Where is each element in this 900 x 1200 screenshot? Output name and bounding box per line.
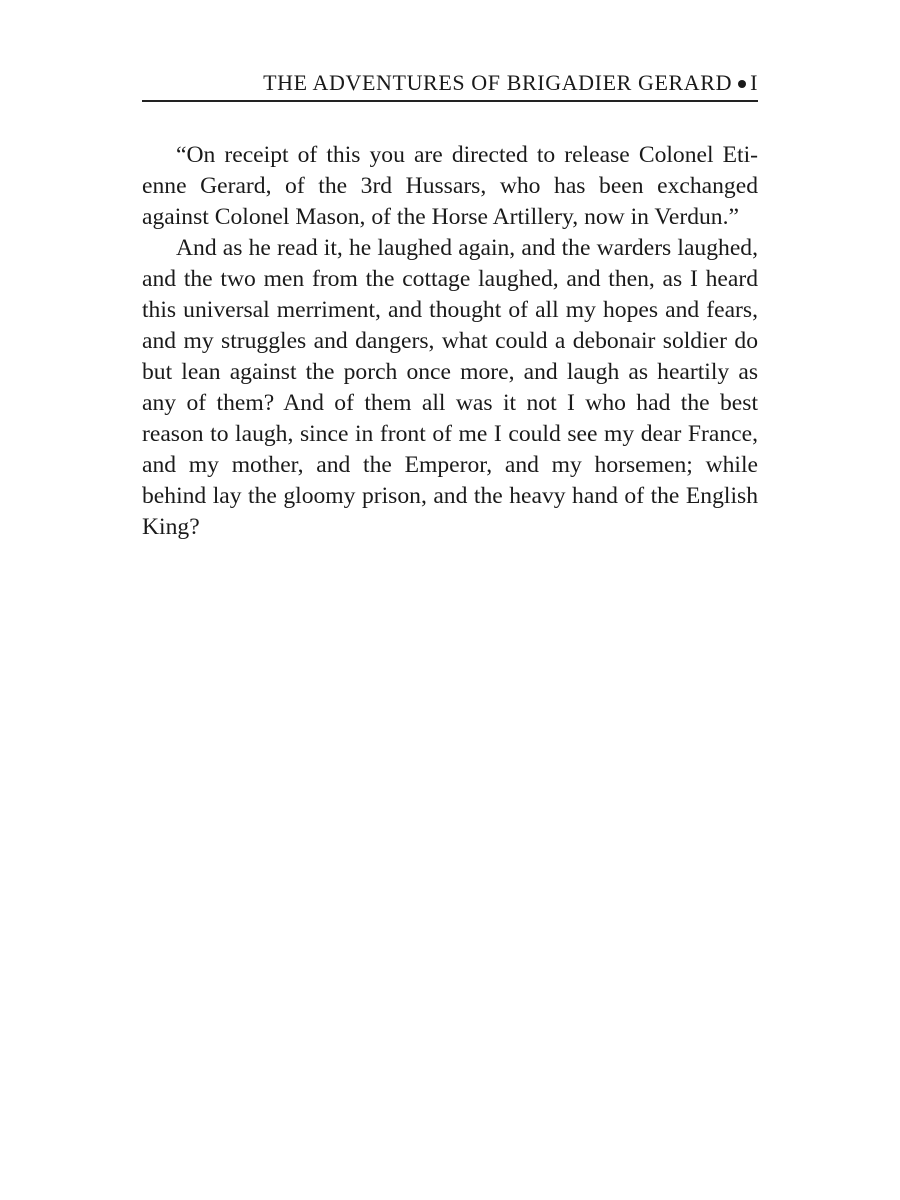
paragraph-dispatch: “On receipt of this you are directed to release Colonel Etienne Gerard, of the 3rd Hussars, who has been exchanged against Colonel Mason, of the Horse Artillery, now in Verdun.” xyxy=(142,142,758,230)
book-title: THE ADVENTURES OF BRIGADIER GERARD xyxy=(263,70,733,95)
paragraph-laughter: And as he read it, he laughed again, and the warders laughed, and the two men from the cottage laughed, and then, as I heard this universal merriment, and thought of all my hopes and fears, and my struggles and dangers, what could a debonair soldier do but lean against the porch once more, and laugh as heartily as any of them? And of them all was it not I who had the best reason to laugh, since in front of me I could see my dear France, and my mother, and the Emperor, and my horsemen; while behind lay the gloomy prison, and the heavy hand of the English King? xyxy=(142,235,758,540)
running-header xyxy=(142,68,758,102)
chapter-number: I xyxy=(750,70,758,95)
page-body xyxy=(142,140,758,543)
bullet-separator-icon xyxy=(738,80,746,88)
